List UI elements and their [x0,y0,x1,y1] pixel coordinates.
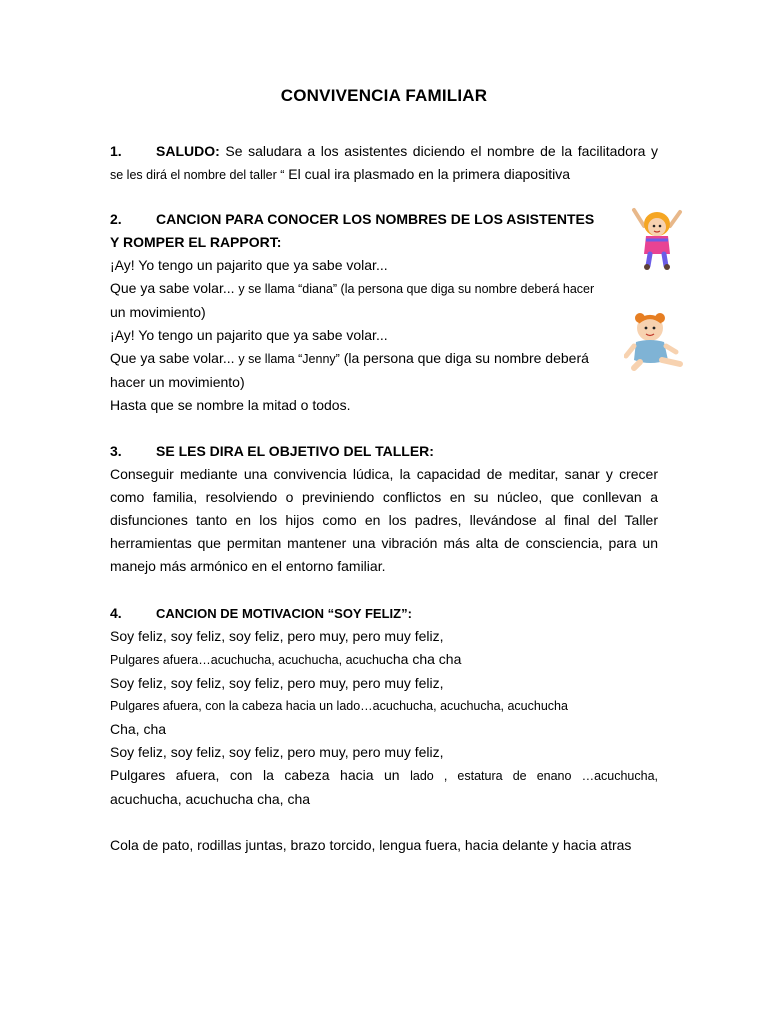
song-line: Que ya sabe volar... y se llama “diana” (la persona que diga su nombre deberá hacer [110,280,595,296]
objetivo-line: como familia, resolviendo o previniendo conflictos en su núcleo, que conllevan a [110,489,658,505]
song-line: ¡Ay! Yo tengo un pajarito que ya sabe volar... [110,257,388,273]
song-line: un movimiento) [110,304,206,320]
song-line: hacer un movimiento) [110,374,245,390]
soy-feliz-line: Soy feliz, soy feliz, soy feliz, pero muy, pero muy feliz, [110,628,444,644]
soy-feliz-line: acuchucha, acuchucha cha, cha [110,791,311,807]
soy-feliz-line: Cha, cha [110,721,167,737]
saludo-line-2: se les dirá el nombre del taller “ El cual ira plasmado en la primera diapositiva [110,166,570,182]
soy-feliz-line: Soy feliz, soy feliz, soy feliz, pero muy, pero muy feliz, [110,675,444,691]
jumping-girl-illustration [628,206,686,270]
soy-feliz-closing-line: Cola de pato, rodillas juntas, brazo torcido, lengua fuera, hacia delante y hacia atras [110,837,632,853]
saludo-label: SALUDO: [156,143,220,159]
soy-feliz-heading: 4. CANCION DE MOTIVACION “SOY FELIZ”: [110,605,412,621]
song-line: Hasta que se nombre la mitad o todos. [110,397,351,413]
sitting-baby-illustration [624,310,684,372]
objetivo-line: herramientas que permitan mantener una vibración más alta de consciencia, para un [110,535,658,551]
section-cancion-nombres [110,208,658,417]
soy-feliz-line: Pulgares afuera, con la cabeza hacia un lado , estatura de enano …acuchucha, [110,767,658,783]
objetivo-line: manejo más armónico en el entorno familiar. [110,558,386,574]
objetivo-heading: 3. SE LES DIRA EL OBJETIVO DEL TALLER: [110,443,434,459]
objetivo-line: Conseguir mediante una convivencia lúdica, la capacidad de meditar, sanar y crecer [110,466,658,482]
song-line: ¡Ay! Yo tengo un pajarito que ya sabe volar... [110,327,388,343]
document-title: CONVIVENCIA FAMILIAR [280,86,488,105]
section-objetivo [110,440,658,578]
cancion-nombres-heading-2: Y ROMPER EL RAPPORT: [110,234,282,250]
soy-feliz-line: Pulgares afuera…acuchucha, acuchucha, acuchucha cha cha [110,651,462,667]
song-line: Que ya sabe volar... y se llama “Jenny” (la persona que diga su nombre deberá [110,350,589,366]
section-soy-feliz [110,602,658,857]
cancion-nombres-heading-1: 2. CANCION PARA CONOCER LOS NOMBRES DE LOS ASISTENTES [110,211,595,227]
soy-feliz-line: Soy feliz, soy feliz, soy feliz, pero muy, pero muy feliz, [110,744,444,760]
objetivo-line: disfunciones tanto en los hijos como en los padres, llevándose al final del Taller [110,512,658,528]
saludo-line-1: 1. SALUDO: Se saludara a los asistentes diciendo el nombre de la facilitadora y [110,143,658,159]
soy-feliz-line: Pulgares afuera, con la cabeza hacia un lado…acuchucha, acuchucha, acuchucha [110,699,568,713]
section-saludo [110,140,658,187]
